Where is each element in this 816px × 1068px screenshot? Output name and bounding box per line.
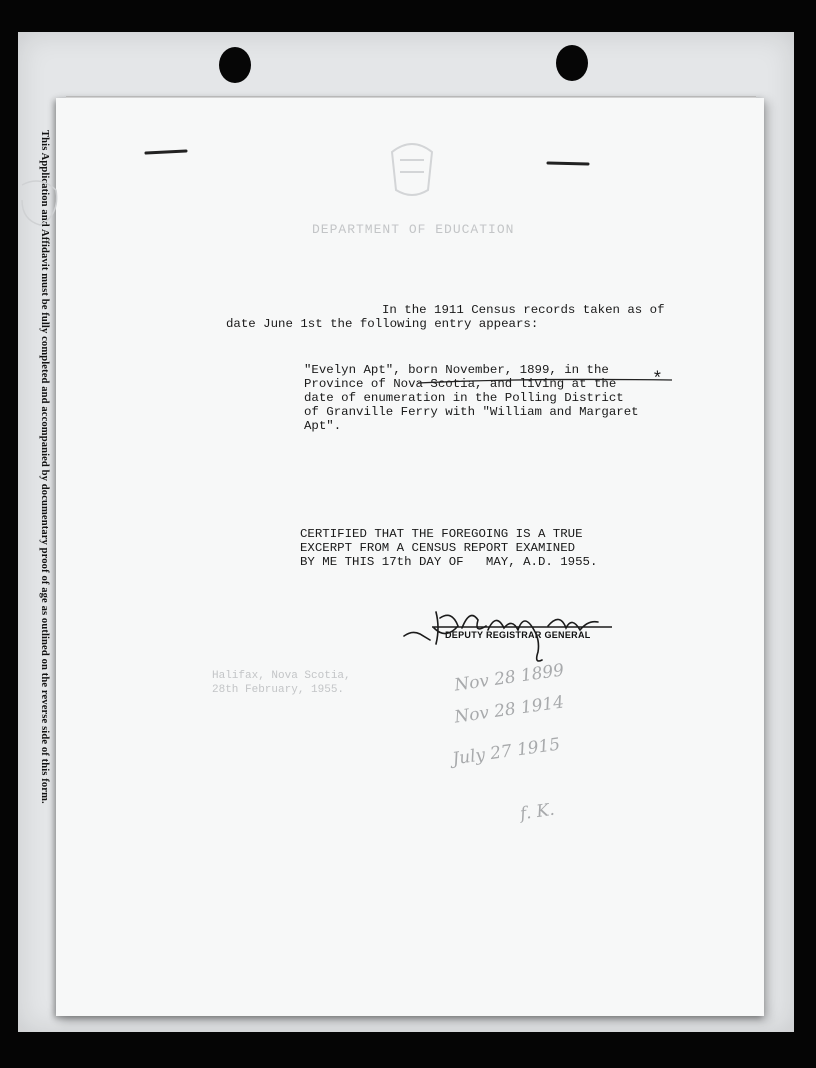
entry-line-2: Province of Nova Scotia, and living at the bbox=[304, 377, 617, 391]
certified-line-1: CERTIFIED THAT THE FOREGOING IS A TRUE bbox=[300, 527, 583, 541]
pen-dash-left bbox=[146, 151, 186, 153]
margin-mark: * bbox=[652, 370, 663, 390]
pencil-note-4: f. K. bbox=[518, 799, 556, 825]
bleed-heading: DEPARTMENT OF EDUCATION bbox=[312, 222, 515, 237]
pencil-note-2: Nov 28 1914 bbox=[453, 692, 566, 728]
intro-line-1: In the 1911 Census records taken as of bbox=[382, 303, 665, 317]
certified-line-3: BY ME THIS 17th DAY OF MAY, A.D. 1955. bbox=[300, 555, 598, 569]
signature-title: DEPUTY REGISTRAR GENERAL bbox=[445, 630, 591, 640]
bleed-date: 28th February, 1955. bbox=[212, 684, 345, 696]
pen-dash-right bbox=[548, 163, 588, 164]
entry-line-3: date of enumeration in the Polling District bbox=[304, 391, 624, 405]
bleed-location: Halifax, Nova Scotia, bbox=[212, 670, 351, 682]
seal-ghost bbox=[22, 181, 57, 225]
entry-line-5: Apt". bbox=[304, 419, 342, 433]
certified-line-2: EXCERPT FROM A CENSUS REPORT EXAMINED bbox=[300, 541, 576, 555]
intro-line-2: date June 1st the following entry appears: bbox=[226, 317, 539, 331]
entry-line-4: of Granville Ferry with "William and Margaret bbox=[304, 405, 639, 419]
entry-line-1: "Evelyn Apt", born November, 1899, in the bbox=[304, 363, 609, 377]
pencil-note-3: July 27 1915 bbox=[451, 734, 562, 770]
pencil-note-1: Nov 28 1899 bbox=[453, 660, 566, 696]
margin-instruction: This Application and Affidavit must be fully completed and accompanied by documentary proof of age as outlined on the reverse side of this form. bbox=[39, 130, 50, 804]
crest-ghost bbox=[392, 144, 432, 195]
signature-scrawl bbox=[404, 612, 598, 661]
underline-stroke bbox=[418, 379, 672, 383]
